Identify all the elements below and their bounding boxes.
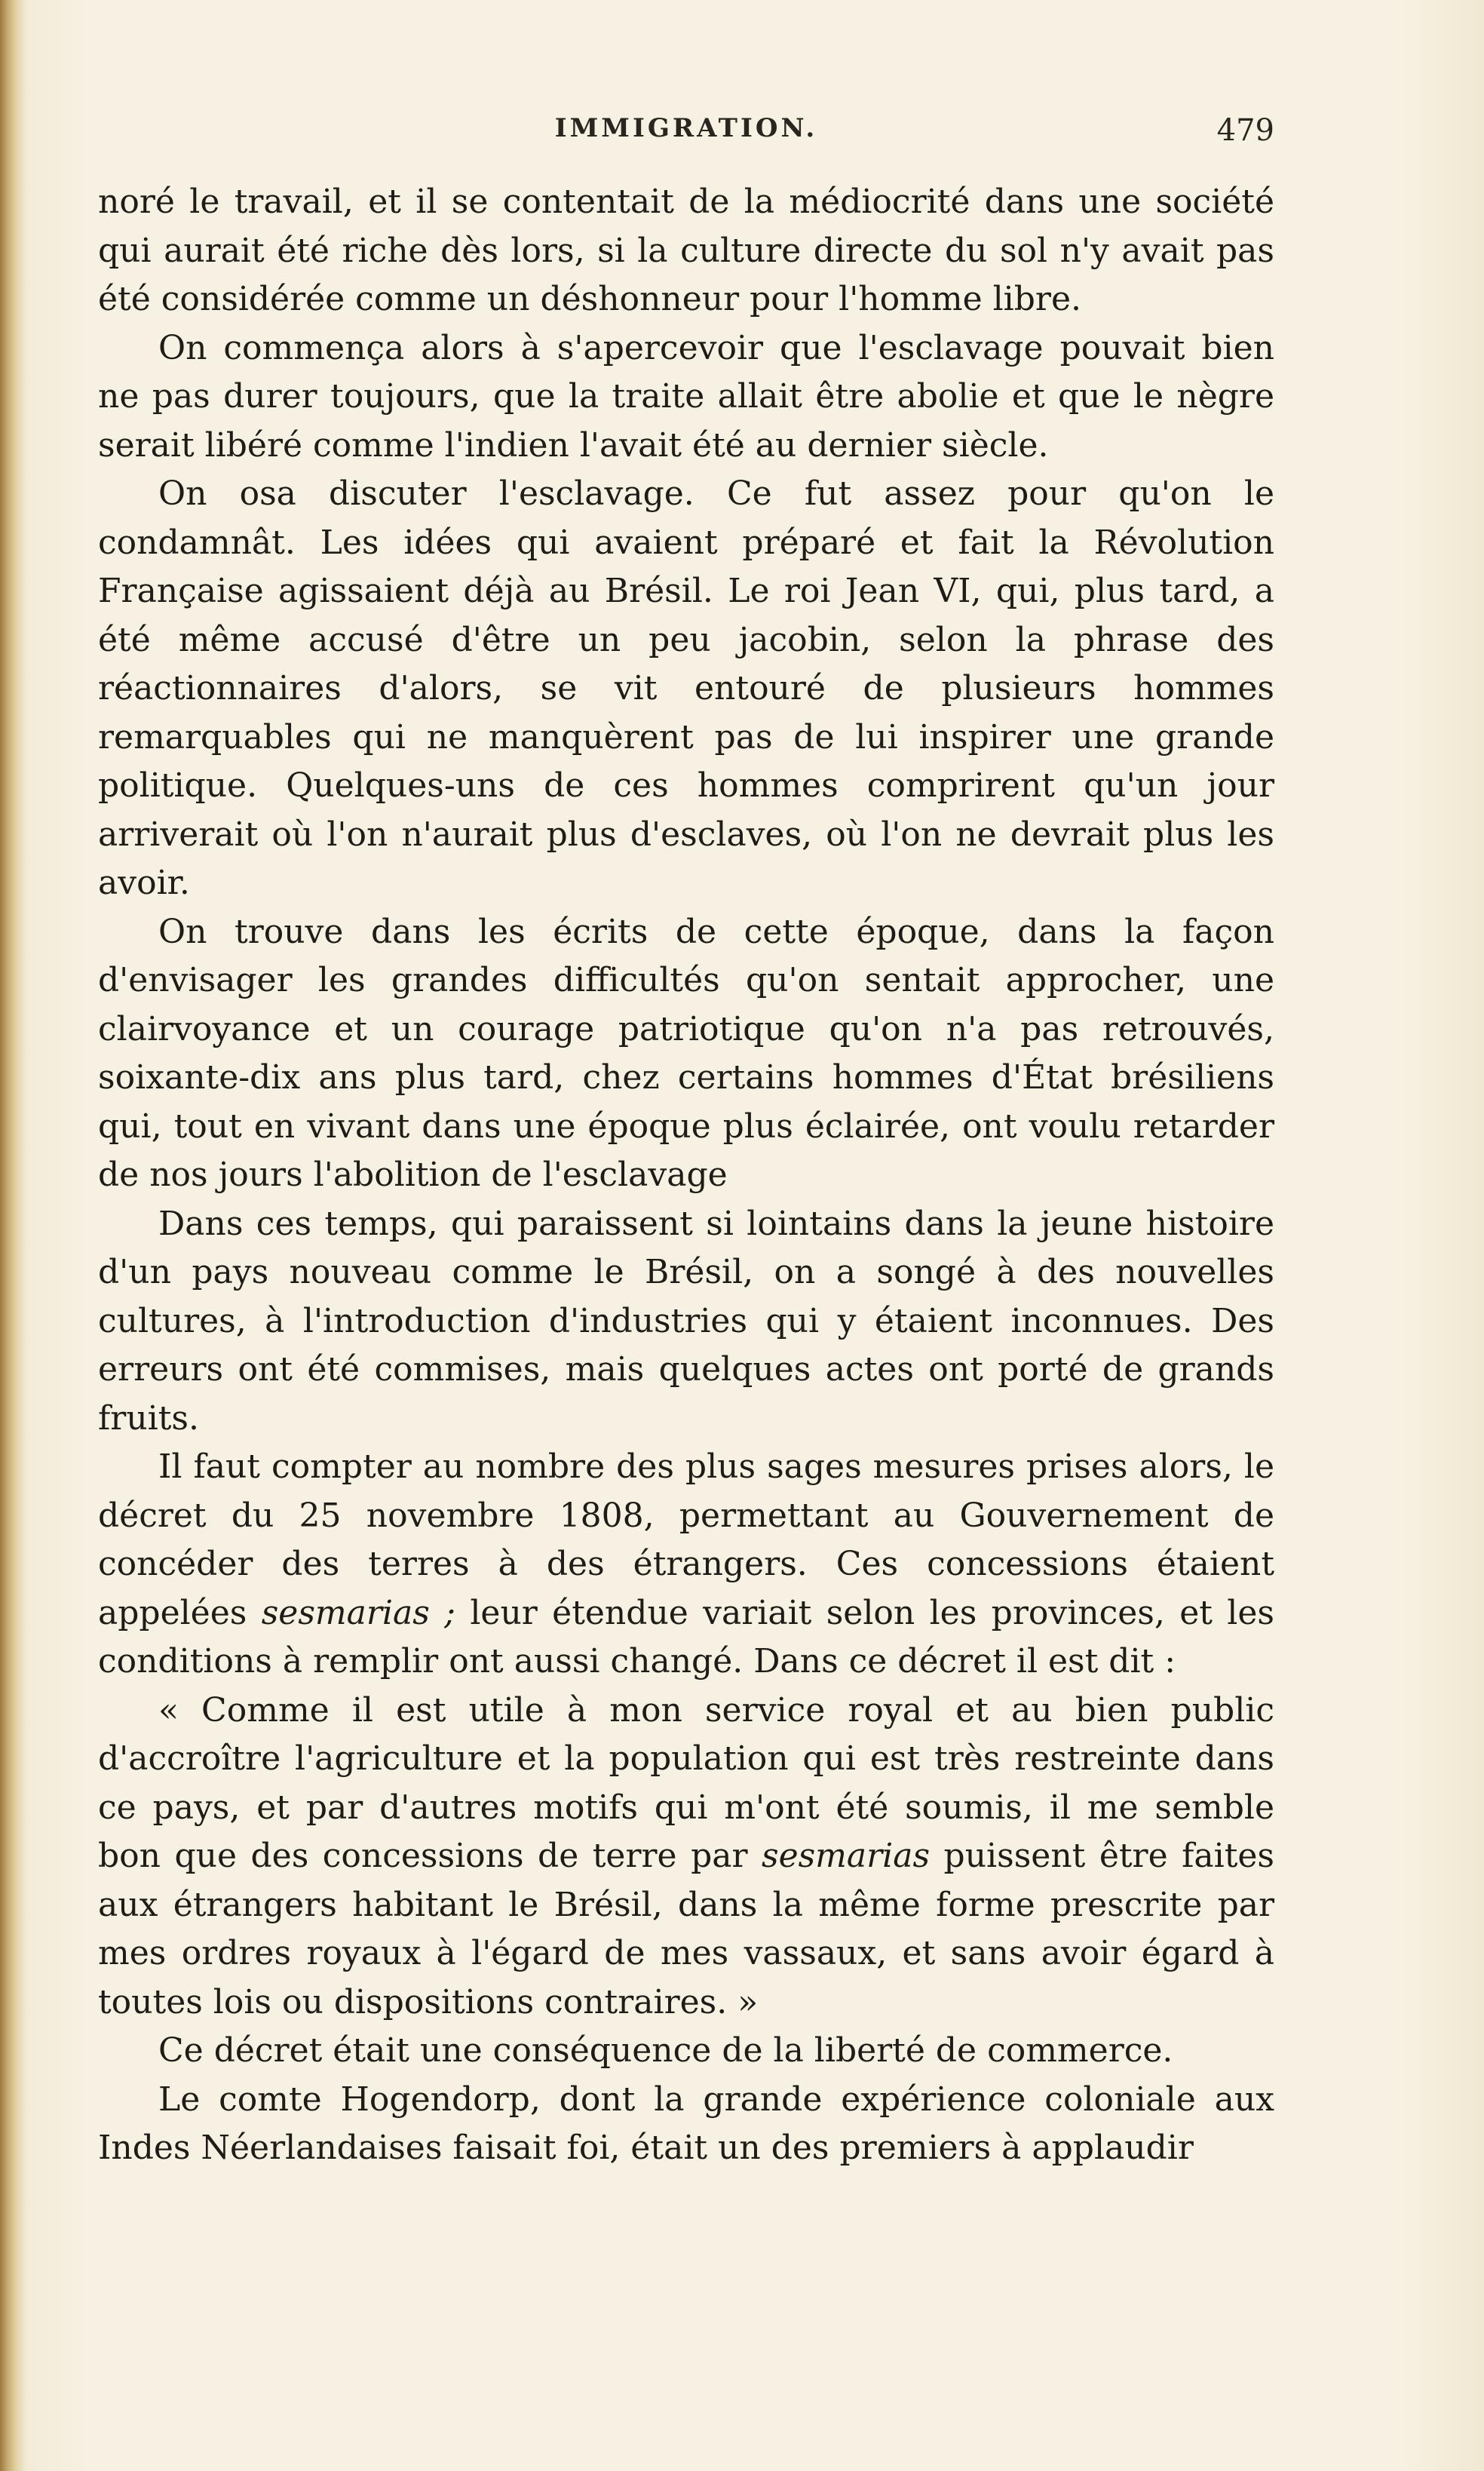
paragraph-7-text-after: puissent être faites aux étrangers habitant le Brésil, dans la même forme prescrite par mes ordres royaux à l'égard de mes vassaux, et sans avoir égard à toutes lois ou dispositions contraires. » <box>98 1837 1274 2021</box>
running-title: IMMIGRATION. <box>554 113 818 143</box>
paragraph-9: Le comte Hogendorp, dont la grande expérience coloniale aux Indes Néerlandaises faisait foi, était un des premiers à applaudir <box>98 2080 1274 2167</box>
paragraph-6-text-before: Il faut compter au nombre des plus sages mesures prises alors, le décret du 25 novembre 1808, permettant au Gouvernement de concéder des terres à des étrangers. Ces concessions étaient appelées <box>98 1447 1274 1632</box>
paragraph-7-text-before: « Comme il est utile à mon service royal et au bien public d'accroître l'agriculture et la population qui est très restreinte dans ce pays, et par d'autres motifs qui m'ont été soumis, il me semble bon que des concessions de terre par <box>98 1690 1274 1875</box>
paragraph-4: On trouve dans les écrits de cette époque, dans la façon d'envisager les grandes difficultés qu'on sentait approcher, une clairvoyance et un courage patriotique qu'on n'a pas retrouvés, soixante-dix ans plus tard, chez certains hommes d'État brésiliens qui, tout en vivant dans une époque plus éclairée, ont voulu retarder de nos jours l'abolition de l'esclavage <box>98 912 1274 1194</box>
paragraph-7-decree-quote <box>98 1687 1274 2027</box>
paragraph-6-italic-term: sesmarias ; <box>261 1593 455 1632</box>
paragraph-5: Dans ces temps, qui paraissent si lointains dans la jeune histoire d'un pays nouveau comme le Brésil, on a songé à des nouvelles cultures, à l'introduction d'industries qui y étaient inconnues. Des erreurs ont été commises, mais quelques actes ont porté de grands fruits. <box>98 1204 1274 1438</box>
paragraph-3: On osa discuter l'esclavage. Ce fut assez pour qu'on le condamnât. Les idées qui avaient préparé et fait la Révolution Française agissaient déjà au Brésil. Le roi Jean VI, qui, plus tard, a été même accusé d'être un peu jacobin, selon la phrase des réactionnaires d'alors, se vit entouré de plusieurs hommes remarquables qui ne manquèrent pas de lui inspirer une grande politique. Quelques-uns de ces hommes comprirent qu'un jour arriverait où l'on n'aurait plus d'esclaves, où l'on ne devrait plus les avoir. <box>98 474 1274 902</box>
paragraph-6-text-after: leur étendue variait selon les provinces, et les conditions à remplir ont aussi changé. Dans ce décret il est dit : <box>98 1593 1274 1681</box>
page-header <box>98 113 1274 158</box>
paragraph-8: Ce décret était une conséquence de la liberté de commerce. <box>158 2031 1173 2070</box>
book-spine-shadow <box>0 0 26 2471</box>
body-text <box>98 178 1274 2173</box>
paragraph-1: noré le travail, et il se contentait de la médiocrité dans une société qui aurait été riche dès lors, si la culture directe du sol n'y avait pas été considérée comme un déshonneur pour l'homme libre. <box>98 183 1274 318</box>
paragraph-7-italic-term: sesmarias <box>761 1837 931 1875</box>
paragraph-6 <box>98 1443 1274 1687</box>
page-number: 479 <box>1216 113 1274 148</box>
paragraph-2: On commença alors à s'apercevoir que l'esclavage pouvait bien ne pas durer toujours, que la traite allait être abolie et que le nègre serait libéré comme l'indien l'avait été au dernier siècle. <box>98 328 1274 465</box>
